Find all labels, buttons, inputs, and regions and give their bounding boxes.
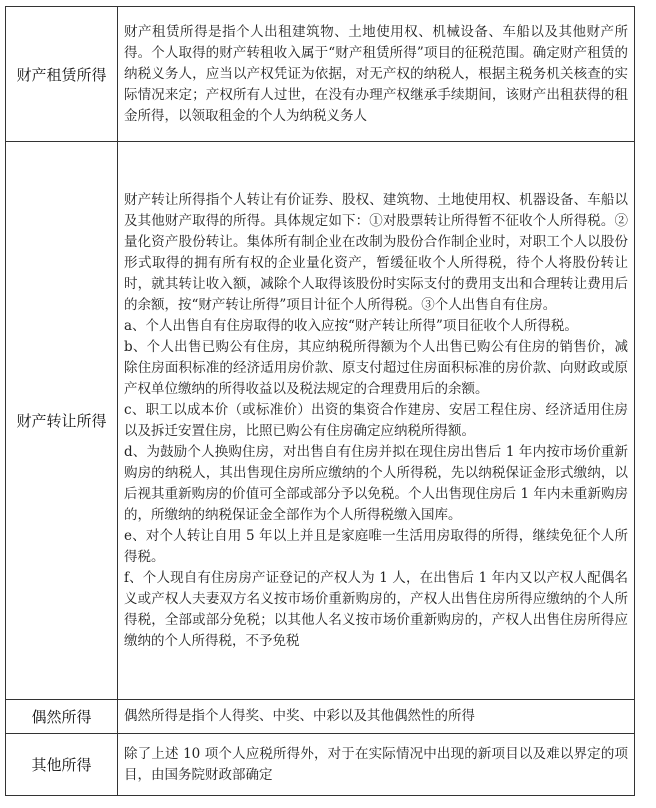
content-paragraph: 财产租赁所得是指个人出租建筑物、土地使用权、机械设备、车船以及其他财产所得。个人取得的财产转租收入属于“财产租赁所得”项目的征税范围。确定财产租赁的纳税义务人，应当以产权凭证为依据，对无产权的纳税人，根据主税务机关核查的实际情况来定；产权所有人过世，在没有办理产权继承手续期间，该财产出租获得的租金所得，以领取租金的个人为纳税义务人 <box>124 23 628 124</box>
table-row-property-transfer <box>6 142 635 700</box>
row-label: 偶然所得 <box>6 700 118 734</box>
table-row-other <box>6 734 635 796</box>
row-content <box>118 7 635 142</box>
row-content <box>118 734 635 796</box>
row-label: 财产转让所得 <box>6 142 118 700</box>
table-row-property-lease <box>6 7 635 142</box>
row-content <box>118 700 635 734</box>
content-paragraph: 财产转让所得指个人转让有价证券、股权、建筑物、土地使用权、机器设备、车船以及其他财产取得的所得。具体规定如下：①对股票转让所得暂不征收个人所得税。②量化资产股份转让。集体所有制企业在改制为股份合作制企业时，对职工个人以股份形式取得的拥有所有权的企业量化资产，暂缓征收个人所得税，待个人将股份转让时，就其转让收入额，减除个人取得该股份时实际支付的费用支出和合理转让费用后的余额，按“财产转让所得”项目计征个人所得税。③个人出售自有住房。 <box>124 191 628 313</box>
row-content <box>118 142 635 700</box>
row-label: 财产租赁所得 <box>6 7 118 142</box>
content-paragraph: d、为鼓励个人换购住房，对出售自有住房并拟在现住房出售后 1 年内按市场价重新购房的纳税人，其出售现住房所应缴纳的个人所得税，先以纳税保证金形式缴纳，以后视其重新购房的价值可全部或部分予以免税。个人出售现住房后 1 年内未重新购房的，所缴纳的纳税保证金全部作为个人所得税缴入国库。 <box>124 443 628 523</box>
content-paragraph: a、个人出售自有住房取得的收入应按“财产转让所得”项目征收个人所得税。 <box>124 317 578 334</box>
content-paragraph: b、个人出售已购公有住房，其应纳税所得额为个人出售已购公有住房的销售价，减除住房面积标准的经济适用房价款、原支付超过住房面积标准的房价款、向财政或原产权单位缴纳的所得收益以及税法规定的合理费用后的余额。 <box>124 338 628 397</box>
row-label: 其他所得 <box>6 734 118 796</box>
table-row-incidental <box>6 700 635 734</box>
content-paragraph: c、职工以成本价（或标准价）出资的集资合作建房、安居工程住房、经济适用住房以及拆迁安置住房，比照已购公有住房确定应纳税所得额。 <box>124 401 628 439</box>
income-tax-table <box>5 6 635 796</box>
content-paragraph: 除了上述 10 项个人应税所得外，对于在实际情况中出现的新项目以及难以界定的项目，由国务院财政部确定 <box>124 745 628 783</box>
content-paragraph: f、个人现自有住房房产证登记的产权人为 1 人，在出售后 1 年内又以产权人配偶名义或产权人夫妻双方名义按市场价重新购房的，产权人出售住房所得应缴纳的个人所得税，全部或部分免税；以其他人名义按市场价重新购房的，产权人出售住房所得应缴纳的个人所得税，不予免税 <box>124 569 628 649</box>
content-paragraph: e、对个人转让自用 5 年以上并且是家庭唯一生活用房取得的所得，继续免征个人所得税。 <box>124 527 628 565</box>
content-paragraph: 偶然所得是指个人得奖、中奖、中彩以及其他偶然性的所得 <box>124 708 475 724</box>
